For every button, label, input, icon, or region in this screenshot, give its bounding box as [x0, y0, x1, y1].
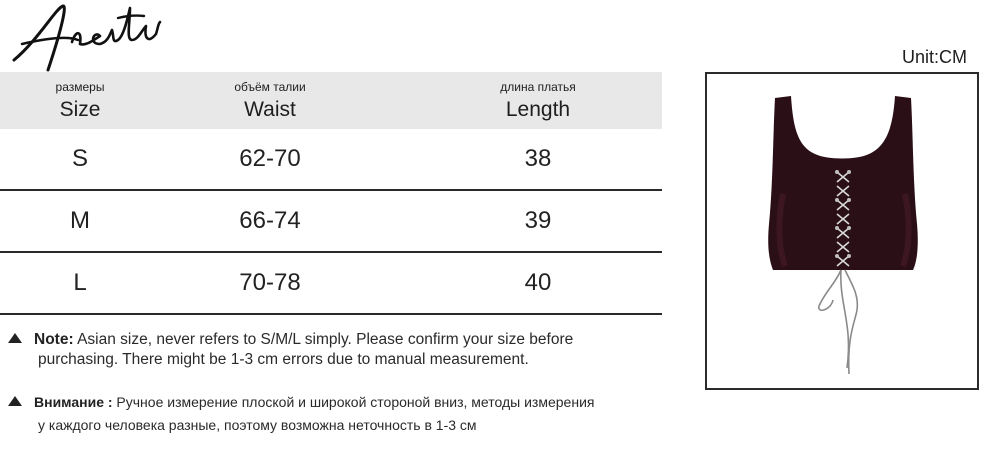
- header-size-en: Size: [59, 98, 101, 121]
- note-russian: [8, 391, 688, 437]
- note-label: Note:: [34, 331, 74, 348]
- note-english: [8, 330, 688, 370]
- header-waist-en: Waist: [244, 98, 296, 121]
- header-size-ru: размеры: [55, 80, 105, 94]
- note-line-2: purchasing. There might be 1-3 cm errors due to manual measurement.: [38, 351, 529, 368]
- note-ru-line-1: Ручное измерение плоской и широкой стороной вниз, методы измерения: [116, 394, 595, 410]
- cell-size: M: [70, 207, 90, 234]
- header-waist-ru: объём талии: [234, 80, 306, 94]
- size-table: [0, 72, 662, 315]
- header-length-en: Length: [505, 98, 571, 121]
- cell-waist: 62-70: [239, 145, 301, 172]
- warning-triangle-icon: [8, 333, 22, 343]
- cell-length: 39: [524, 207, 552, 234]
- cell-length: 38: [524, 145, 552, 172]
- header-length-ru: длина платья: [500, 80, 576, 94]
- cell-size: S: [71, 145, 88, 172]
- table-row: [0, 253, 662, 315]
- brand-logo: [8, 0, 168, 75]
- cell-size: L: [73, 269, 87, 296]
- product-image-frame: [705, 72, 979, 390]
- cell-waist: 70-78: [239, 269, 301, 296]
- table-row: [0, 191, 662, 253]
- cell-length: 40: [524, 269, 552, 296]
- table-header: [0, 72, 662, 129]
- unit-label: Unit:CM: [902, 47, 968, 67]
- lace-ties: [819, 270, 858, 374]
- warning-triangle-icon: [8, 396, 22, 406]
- garment-body: [768, 96, 918, 270]
- table-row: [0, 129, 662, 191]
- note-ru-label: Внимание :: [34, 394, 113, 410]
- note-ru-line-2: у каждого человека разные, поэтому возможна неточность в 1-3 см: [38, 417, 477, 433]
- note-line-1: Asian size, never refers to S/M/L simply. Please confirm your size before: [77, 331, 574, 348]
- corset-top-image: [707, 74, 977, 388]
- cell-waist: 66-74: [239, 207, 301, 234]
